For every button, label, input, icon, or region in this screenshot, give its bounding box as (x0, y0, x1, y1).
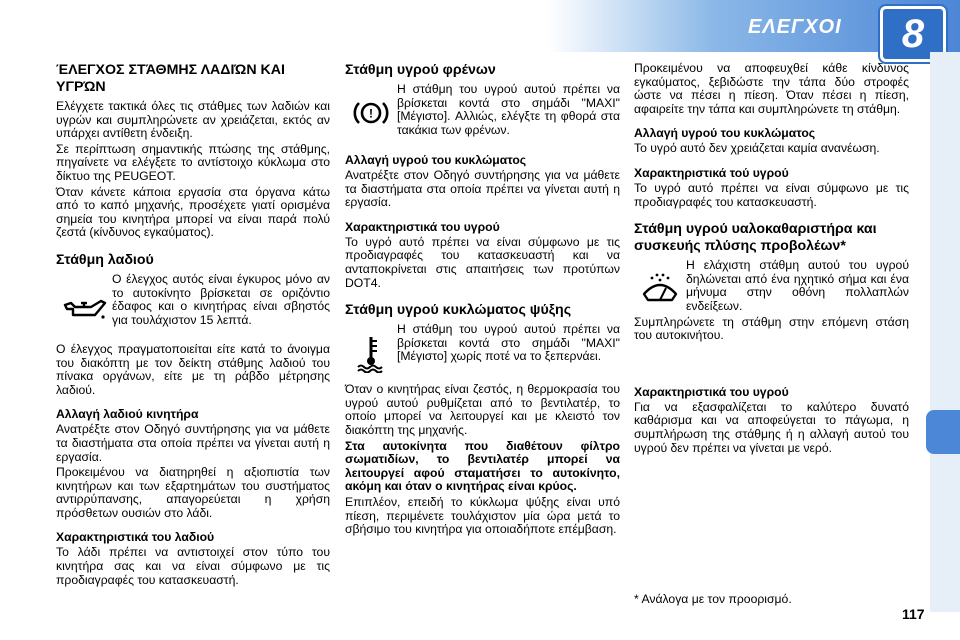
coolant-spec-heading: Χαρακτηριστικά τού υγρού (634, 165, 789, 180)
page-edge-strip (930, 52, 960, 612)
coolant-warning-text: Στα αυτοκίνητα που διαθέτουν φίλτρο σωματιδίων, το βεντιλατέρ μπορεί να λειτουργεί αφού σταματήσει το αυτοκίνητο, ακόμη και όταν ο κινητήρας είναι κρύος. (345, 438, 620, 494)
washer-spec-heading: Χαρακτηριστικά του υγρού (634, 384, 789, 399)
brake-icon-row (345, 83, 620, 143)
section-title: ΕΛΕΓΧΟΙ (748, 16, 842, 38)
washer-icon-row (634, 259, 909, 315)
coolant-heading: Στάθμη υγρού κυκλώματος ψύξης (345, 302, 572, 319)
coolant-level-text: Η στάθμη του υγρού αυτού πρέπει να βρίσκεται κοντά στο σημάδι "MAXI" [Μέγιστο] χωρίς ποτέ να το ξεπερνάει. (397, 322, 620, 364)
oil-change-text-1: Ανατρέξτε στον Οδηγό συντήρησης για να μάθετε τα διαστήματα στα οποία πρέπει να γίνεται αυτή η εργασία. (56, 422, 330, 464)
washer-level-text: Η ελάχιστη στάθμη αυτού του υγρού δηλώνεται από ένα ηχητικό σήμα και ένα μήνυμα στην οθόνη πολλαπλών ενδείξεων. (686, 258, 909, 313)
oil-check-text: Ο έλεγχος πραγματοποιείται είτε κατά το άνοιγμα του διακόπτη με τον δείκτη στάθμης λαδιού του πίνακα οργάνων, είτε με τη ράβδο μέτρησης λαδιού. (56, 341, 330, 397)
brake-warning-icon (345, 83, 397, 143)
column-3 (634, 62, 909, 457)
header-band (0, 0, 960, 56)
intro-paragraph-3: Όταν κάνετε κάποια εργασία στα όργανα κάτω από το καπό μηχανής, προσέχετε γιατί ορισμένα σημεία του κινητήρα μπορεί να είναι παρά πολύ ζεστά (κίνδυνος εγκαύματος). (56, 184, 330, 240)
column-2 (345, 62, 620, 539)
intro-paragraph-2: Σε περίπτωση σημαντικής πτώσης της στάθμης, πηγαίνετε να ελέγξετε το αντίστοιχο κύκλωμα στο δίκτυο της PEUGEOT. (56, 141, 330, 183)
washer-spec-text: Για να εξασφαλίζεται το καλύτερο δυνατό καθάρισμα και να αποφεύγεται το πάγωμα, η συμπλήρωση της στάθμης ή η αλλαγή αυτού του υγρού δεν πρέπει να γίνεται με νερό. (634, 399, 909, 455)
coolant-fan-text: Όταν ο κινητήρας είναι ζεστός, η θερμοκρασία του υγρού αυτού ρυθμίζεται από το βεντιλατέρ, το οποίο μπορεί να λειτουργεί και με κλειστό τον διακόπτη της μηχανής. (345, 382, 620, 437)
oil-spec-heading: Χαρακτηριστικά του λαδιού (56, 530, 215, 545)
coolant-change-heading: Αλλαγή υγρού του κυκλώματος (634, 126, 816, 141)
svg-text:!: ! (369, 106, 373, 121)
brake-level-text: Η στάθμη του υγρού αυτού πρέπει να βρίσκεται κοντά στο σημάδι "MAXI" [Μέγιστο]. Αλλιώς, ελέγξτε τη φθορά στα τακάκια των φρένων. (397, 82, 620, 137)
cap-instructions-text: Προκειμένου να αποφευχθεί κάθε κίνδυνος εγκαύματος, ξεβιδώστε την τάπα δύο στροφές ώστε να πέσει η πίεση. Όταν πέσει η πίεση, αφαιρείτε την τάπα και συμπληρώνετε τη στάθμη. (634, 61, 909, 116)
brake-fluid-heading: Στάθμη υγρού φρένων (345, 62, 496, 78)
chapter-tab-marker (926, 410, 960, 454)
oil-change-text-2: Προκειμένου να διατηρηθεί η αξιοπιστία των κινητήρων και των εξαρτημάτων του συστήματος αντιρρύπανσης, απαγορεύεται η χρήση πρόσθετων ουσιών στο λάδι. (56, 465, 330, 520)
washer-refill-text: Συμπληρώνετε τη στάθμη στην επόμενη στάση του αυτοκινήτου. (634, 314, 909, 343)
oil-spec-text: Το λάδι πρέπει να αντιστοιχεί στον τύπο του κινητήρα σας και να είναι σύμφωνο με τις προδιαγραφές του κατασκευαστή. (56, 545, 330, 587)
coolant-pressure-text: Επιπλέον, επειδή το κύκλωμα ψύξης είναι υπό πίεση, περιμένετε τουλάχιστον μία ώρα μετά το σβήσιμο του κινητήρα για οποιαδήποτε επέμβαση. (345, 494, 620, 537)
page-number: 117 (902, 606, 925, 622)
oil-change-heading: Αλλαγή λαδιού κινητήρα (56, 407, 199, 422)
footnote: * Ανάλογα με τον προορισμό. (634, 592, 792, 606)
oil-can-icon (56, 273, 112, 343)
intro-paragraph-1: Ελέγχετε τακτικά όλες τις στάθμες των λαδιών και υγρών και συμπληρώνετε αν χρειάζεται, εκτός αν υπάρχει αντίθετη ένδειξη. (56, 99, 330, 141)
washer-fluid-heading: Στάθμη υγρού υαλοκαθαριστήρα και συσκευής πλύσης προβολέων* (634, 221, 877, 255)
header-left (0, 0, 548, 52)
coolant-temperature-icon (345, 323, 397, 383)
brake-change-heading: Αλλαγή υγρού του κυκλώματος (345, 153, 527, 167)
brake-spec-text: Το υγρό αυτό πρέπει να είναι σύμφωνο με τις προδιαγραφές του κατασκευαστή και να ανταποκρίνεται στις απαιτήσεις των προτύπων DOT4. (345, 234, 620, 290)
levels-heading: ΈΛΕΓΧΟΣ ΣΤΆΘΜΗΣ ΛΑΔΙΏΝ ΚΑΙ ΥΓΡΏΝ (56, 62, 285, 95)
coolant-spec-text: Το υγρό αυτό πρέπει να είναι σύμφωνο με τις προδιαγραφές του κατασκευαστή. (634, 180, 909, 209)
windscreen-washer-icon (634, 259, 686, 315)
brake-spec-heading: Χαρακτηριστικά του υγρού (345, 219, 500, 234)
oil-condition-text: Ο έλεγχος αυτός είναι έγκυρος μόνο αν το αυτοκίνητο βρίσκεται σε οριζόντιο έδαφος και ο κινητήρας είναι σβηστός για τουλάχιστον 15 λεπτά. (112, 271, 330, 327)
coolant-icon-row (345, 323, 620, 383)
oil-level-heading: Στάθμη λαδιού (56, 251, 154, 268)
column-1 (56, 62, 330, 589)
chapter-badge: 8 (880, 6, 946, 62)
brake-change-text: Ανατρέξτε στον Οδηγό συντήρησης για να μάθετε τα διαστήματα στα οποία πρέπει να γίνεται αυτή η εργασία. (345, 168, 620, 210)
coolant-change-text: Το υγρό αυτό δεν χρειάζεται καμία ανανέωση. (634, 141, 880, 156)
oil-icon-row (56, 273, 330, 343)
